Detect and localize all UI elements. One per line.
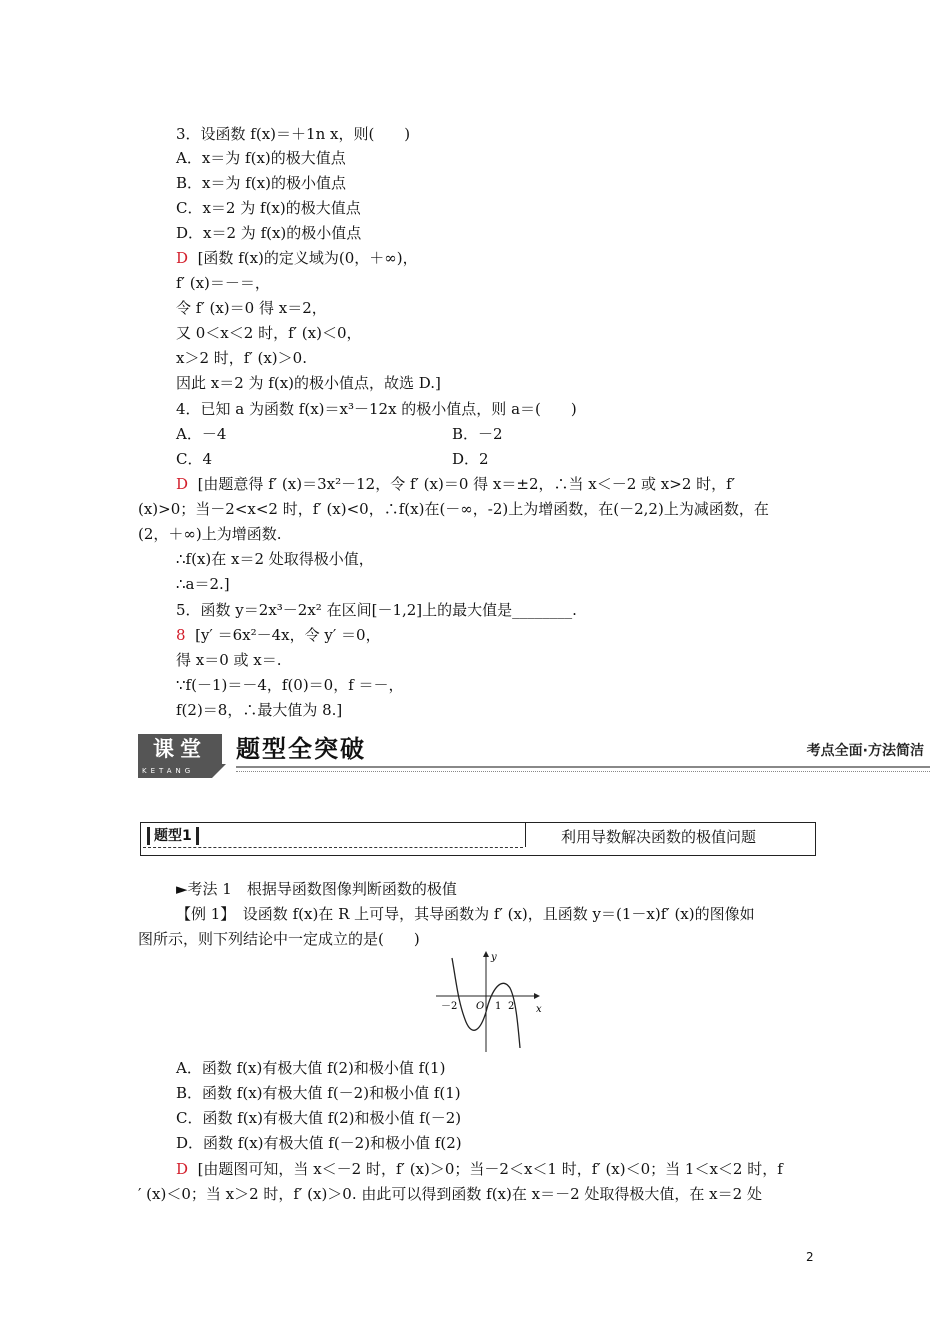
type-topic: 利用导数解决函数的极值问题: [561, 828, 757, 846]
q3-option-b: B．x＝为 f(x)的极小值点: [176, 174, 346, 192]
page-number: 2: [806, 1250, 814, 1264]
ex1-solution-2: ′ (x)＜0；当 x＞2 时，f′ (x)＞0. 由此可以得到函数 f(x)在 x＝－2 处取得极大值，在 x＝2 处: [138, 1185, 762, 1203]
tick-2: 2: [508, 1001, 515, 1012]
ex1-answer: D: [176, 1160, 189, 1178]
y-label: y: [491, 952, 497, 963]
q3-solution-4: 又 0＜x＜2 时，f′ (x)＜0，: [176, 324, 362, 342]
x-axis-arrow: [534, 993, 540, 999]
q5-solution-1: [y′ ＝6x²－4x，令 y′ ＝0，: [195, 626, 381, 644]
q3-solution-6: 因此 x＝2 为 f(x)的极小值点，故选 D.]: [176, 374, 441, 392]
example1-line-2: 图所示，则下列结论中一定成立的是( ): [138, 930, 420, 948]
type-label: 题型1: [147, 827, 199, 845]
q4-solution-4: ∴f(x)在 x＝2 处取得极小值，: [176, 550, 374, 568]
q4-option-b: B．－2: [452, 425, 503, 443]
ex1-option-d: D．函数 f(x)有极大值 f(－2)和极小值 f(2): [176, 1134, 462, 1152]
q4-stem: 4．已知 a 为函数 f(x)＝x³－12x 的极小值点，则 a＝( ): [176, 400, 577, 418]
section-banner: [138, 734, 930, 782]
tick-1: 1: [495, 1001, 502, 1012]
q3-solution-5: x＞2 时，f′ (x)＞0.: [176, 349, 307, 367]
section-badge: 课堂: [138, 734, 222, 764]
q3-option-c: C．x＝2 为 f(x)的极大值点: [176, 199, 361, 217]
section-tagline: 考点全面·方法简洁: [806, 743, 924, 759]
q3-solution-2: f′ (x)＝－＝，: [176, 274, 270, 292]
section-rule: [236, 766, 930, 772]
derivative-graph: [436, 950, 546, 1054]
q5-answer: 8: [176, 626, 186, 644]
section-badge-sub: KETANG: [138, 764, 212, 778]
q4-option-c: C．4: [176, 450, 213, 468]
type-divider: [525, 823, 526, 847]
example1-line-1: 【例 1】 设函数 f(x)在 R 上可导，其导函数为 f′ (x)，且函数 y＝(1－x)f′ (x)的图像如: [176, 905, 755, 923]
q4-solution-1: [由题意得 f′ (x)＝3x²－12，令 f′ (x)＝0 得 x＝±2，∴当 x＜－2 或 x>2 时，f′: [197, 475, 736, 493]
q5-solution-2: 得 x＝0 或 x＝.: [176, 651, 282, 669]
ex1-option-b: B．函数 f(x)有极大值 f(－2)和极小值 f(1): [176, 1084, 461, 1102]
origin-label: O: [476, 1001, 485, 1012]
q5-solution-4: f(2)＝8，∴最大值为 8.]: [176, 701, 343, 719]
q5-stem: 5．函数 y＝2x³－2x² 在区间[－1,2]上的最大值是________.: [176, 601, 577, 619]
q4-solution-line: [176, 474, 735, 494]
q4-answer: D: [176, 475, 189, 493]
q3-solution-3: 令 f′ (x)＝0 得 x＝2，: [176, 299, 327, 317]
q3-option-d: D．x＝2 为 f(x)的极小值点: [176, 224, 362, 242]
y-axis-arrow: [483, 951, 489, 957]
type-box: [140, 822, 816, 856]
type-dash: [143, 847, 523, 848]
q4-option-d: D．2: [452, 450, 489, 468]
ex1-solution-line: [176, 1159, 783, 1179]
tick-minus-2: －2: [441, 1001, 458, 1012]
q3-answer: D: [176, 249, 189, 267]
q4-option-a: A．－4: [176, 425, 227, 443]
q3-stem: 3．设函数 f(x)＝＋1n x，则( ): [176, 125, 411, 143]
q5-solution-3: ∵f(－1)＝－4，f(0)＝0，f ＝－，: [176, 676, 404, 694]
q4-solution-3: (2，＋∞)上为增函数.: [138, 525, 282, 543]
ex1-option-a: A．函数 f(x)有极大值 f(2)和极小值 f(1): [176, 1059, 446, 1077]
section-title: 题型全突破: [236, 735, 366, 763]
x-label: x: [536, 1004, 542, 1015]
q3-option-a: A．x＝为 f(x)的极大值点: [176, 149, 346, 167]
q5-solution-line: [176, 625, 381, 645]
q3-solution-1: [函数 f(x)的定义域为(0，＋∞)，: [197, 249, 418, 267]
ex1-solution-1: [由题图可知，当 x＜－2 时，f′ (x)＞0；当－2＜x＜1 时，f′ (x)＜0；当 1＜x＜2 时，f: [197, 1160, 783, 1178]
q4-solution-2: (x)>0；当－2<x<2 时，f′ (x)<0，∴f(x)在(－∞，-2)上为增函数，在(－2,2)上为减函数，在: [138, 500, 769, 518]
badge-triangle: [212, 764, 226, 778]
method-heading: ►考法 1 根据导函数图像判断函数的极值: [176, 880, 457, 898]
q3-solution-line: [176, 248, 418, 268]
ex1-option-c: C．函数 f(x)有极大值 f(2)和极小值 f(－2): [176, 1109, 462, 1127]
q4-solution-5: ∴a＝2.]: [176, 575, 230, 593]
